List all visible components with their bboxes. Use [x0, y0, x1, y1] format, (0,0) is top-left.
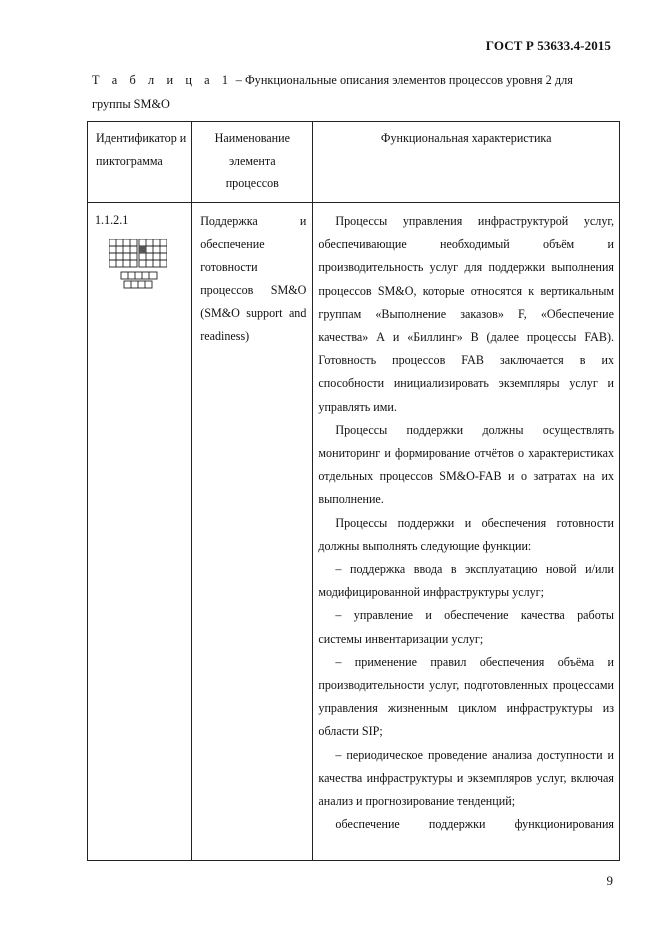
- description-list-item: обеспечение поддержки функционирования: [335, 817, 614, 832]
- description-paragraph: Процессы поддержки должны осуществлять мониторинг и формирование отчётов о характеристиках отдельных процессов SM&O-FAB и о затратах на их выполнение.: [318, 422, 614, 507]
- table-caption: [92, 68, 614, 116]
- description-paragraph: Процессы управления инфраструктурой услуг, обеспечивающие необходимый объём и производительность услуг для поддержки выполнения процессов SM&O, которые относятся к вертикальным группам «Выполнение заказов» F, «Обеспечение качества» А и «Биллинг» В (далее процессы FAB). Готовность процессов FAB заключается в их способности инициализировать экземпляры услуг и управлять ими.: [318, 214, 614, 414]
- functional-description-table: [87, 121, 620, 861]
- process-name: Поддержка и обеспечение готовности процессов SM&O (SM&O support and readiness): [200, 214, 307, 343]
- cell-description: [313, 203, 620, 861]
- description-list-item: – поддержка ввода в эксплуатацию новой и/или модифицированной инфраструктуры услуг;: [318, 562, 614, 600]
- description-list-item: – применение правил обеспечения объёма и производительности услуг, подготовленных процессами управления жизненным циклом инфраструктуры из области SIP;: [318, 654, 614, 739]
- process-id: 1.1.2.1: [95, 213, 129, 227]
- process-description: [313, 203, 619, 836]
- header-cell-name: [192, 122, 313, 203]
- cell-name: [192, 203, 313, 861]
- table-row: [88, 203, 620, 861]
- header-identifier: Идентификатор и пиктограмма: [96, 131, 187, 168]
- description-list-item: – периодическое проведение анализа доступности и качества инфраструктуры и экземпляров услуг, включая анализ и прогнозирование тенденций;: [318, 747, 614, 809]
- page-number: 9: [606, 873, 613, 888]
- caption-text: – Функциональные описания элементов процессов уровня 2 для группы SM&O: [92, 73, 573, 111]
- header-cell-description: [313, 122, 620, 203]
- process-pictogram-icon: [109, 239, 167, 289]
- cell-identifier: [88, 203, 192, 861]
- document-code: ГОСТ Р 53633.4-2015: [485, 38, 611, 53]
- description-list-item: – управление и обеспечение качества работы системы инвентаризации услуг;: [318, 608, 614, 646]
- description-paragraph: Процессы поддержки и обеспечения готовности должны выполнять следующие функции:: [318, 515, 614, 553]
- header-cell-identifier: [88, 122, 192, 203]
- header-description: Функциональная характеристика: [380, 131, 552, 145]
- caption-label: Т а б л и ц а 1: [92, 73, 233, 87]
- header-name: Наименование элемента процессов: [214, 131, 290, 190]
- table-header-row: [88, 122, 620, 203]
